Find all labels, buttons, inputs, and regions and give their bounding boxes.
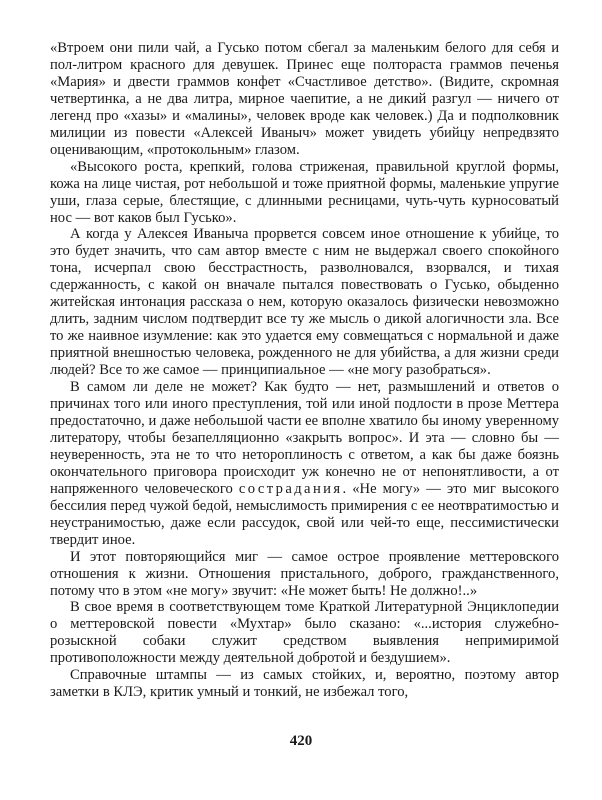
paragraph-6: В свое время в соответствующем томе Краткой Литературной Энциклопедии о меттеровской повести «Мухтар» было сказано: «...история служебно-розыскной собаки служит средством выявления непримиримой противоположности между деятельной добротой и бездушием». [50,599,559,667]
paragraph-4-spaced-word: сострадания [238,480,343,497]
paragraph-1: «Втроем они пили чай, а Гусько потом сбегал за маленьким белого для себя и пол-литром красного для девушек. Принес еще полтораста граммов печенья «Мария» и двести граммов конфет «Счастливое детство». (Видите, скромная четвертинка, а не два литра, мирное чаепитие, а не дикий разгул — ничего от легенд про «хазы» и «малины», человек вроде как человек.) Да и подполковник милиции из повести «Алексей Иваныч» может увидеть убийцу непредвзято оценивающим, «протокольным» глазом. [50,40,559,158]
paragraph-5: И этот повторяющийся миг — самое острое проявление меттеровского отношения к жизни. Отношения пристального, доброго, гражданственного, потому что в этом «не могу» звучит: «Не может быть! Не должно!..» [50,548,559,599]
paragraph-2: «Высокого роста, крепкий, голова стриженая, правильной круглой формы, кожа на лице чистая, рот небольшой и тоже приятной формы, маленькие упругие уши, глаза серые, блестящие, с длинными ресницами, чуть-чуть курносоватый нос — вот каков был Гусько». [50,158,559,226]
book-page-text [50,40,559,760]
paragraph-7: Справочные штампы — из самых стойких, и, вероятно, поэтому автор заметки в КЛЭ, критик умный и тонкий, не избежал того, [50,667,559,701]
paragraph-4-part-2: . «Не могу» — это миг высокого бессилия перед чужой бедой, немыслимость примирения с ее неотвратимостью и неустранимостью, даже если рассудок, свой или чей-то еще, пессимистически твердит иное. [50,480,560,548]
paragraph-4-part-1: В самом ли деле не может? Как будто — нет, размышлений и ответов о причинах того или иного преступления, той или иной подлости в прозе Меттера предостаточно, и даже небольшой части ее вполне хватило бы иному уверенному литератору, чтобы безапелляционно «закрыть вопрос». И эта — словно бы — неуверенность, эта не то что нетороплиность с ответом, а как бы даже боязнь окончательного приговора происходит уж конечно не от непонятливости, а от напряженного человеческого [50,379,559,497]
paragraph-4 [50,379,559,549]
page-number: 420 [289,733,313,749]
paragraph-3: А когда у Алексея Иваныча прорвется совсем иное отношение к убийце, то это будет значить, что сам автор вместе с ним не выдержал своего спокойного тона, исчерпал свою бесстрастность, разволновался, взорвался, и тихая сдержанность, с какой он вначале пытался повествовать о Гусько, обыденно житейская интонация рассказа о нем, которую оказалось физически невозможно длить, задним числом подтвердит все ту же мысль о дикой алогичности зла. Все то же наивное изумление: как это удается ему совмещаться с нормальной и даже приятной внешностью человека, рожденного не для убийства, а для жизни среди людей? Все то же самое — принципиальное — «не могу разобраться». [50,226,559,379]
